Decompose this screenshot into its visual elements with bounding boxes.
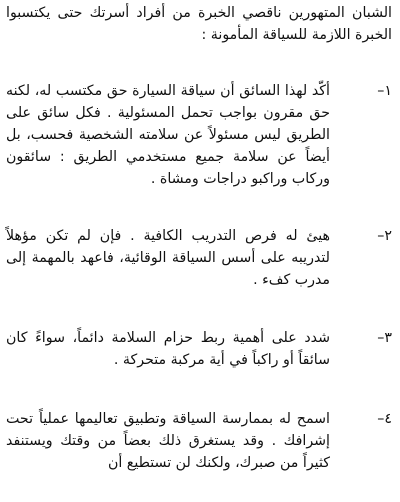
item-text: هيئ له فرص التدريب الكافية . فإن لم تكن مؤهلاً لتدريبه على أسس السياقة الوقائية، فاعهد بالمهمة إلى مدرب كفء . — [6, 228, 330, 288]
item-number: ٢– — [377, 228, 392, 244]
advice-list — [6, 80, 392, 474]
list-item — [6, 80, 392, 190]
item-text: أكّد لهذا السائق أن سياقة السيارة حق مكتسب له، لكنه حق مقرون بواجب تحمل المسئولية . فكل سائق على الطريق ليس مسئولاً عن سلامته الشخصية فحسب، بل أيضاً عن سلامة جميع مستخدمي الطريق : سائقون وركاب وراكبو دراجات ومشاة . — [6, 83, 330, 187]
list-item — [6, 327, 392, 371]
item-number: ٤– — [377, 411, 392, 427]
item-text: اسمح له بممارسة السياقة وتطبيق تعاليمها عملياً تحت إشرافك . وقد يستغرق ذلك بعضاً من وقتك ويستنفد كثيراً من صبرك، ولكنك لن تستطيع أن — [6, 411, 330, 471]
item-text: شدد على أهمية ربط حزام السلامة دائماً، سواءً كان سائقاً أو راكباً في أية مركبة متحركة . — [6, 330, 330, 368]
list-item — [6, 408, 392, 474]
list-item — [6, 225, 392, 291]
intro-paragraph: الشبان المتهورين ناقصي الخبرة من أفراد أسرتك حتى يكتسبوا الخبرة اللازمة للسياقة المأمونة : — [6, 5, 392, 43]
item-number: ٣– — [377, 330, 392, 346]
item-number: ١– — [377, 83, 392, 99]
